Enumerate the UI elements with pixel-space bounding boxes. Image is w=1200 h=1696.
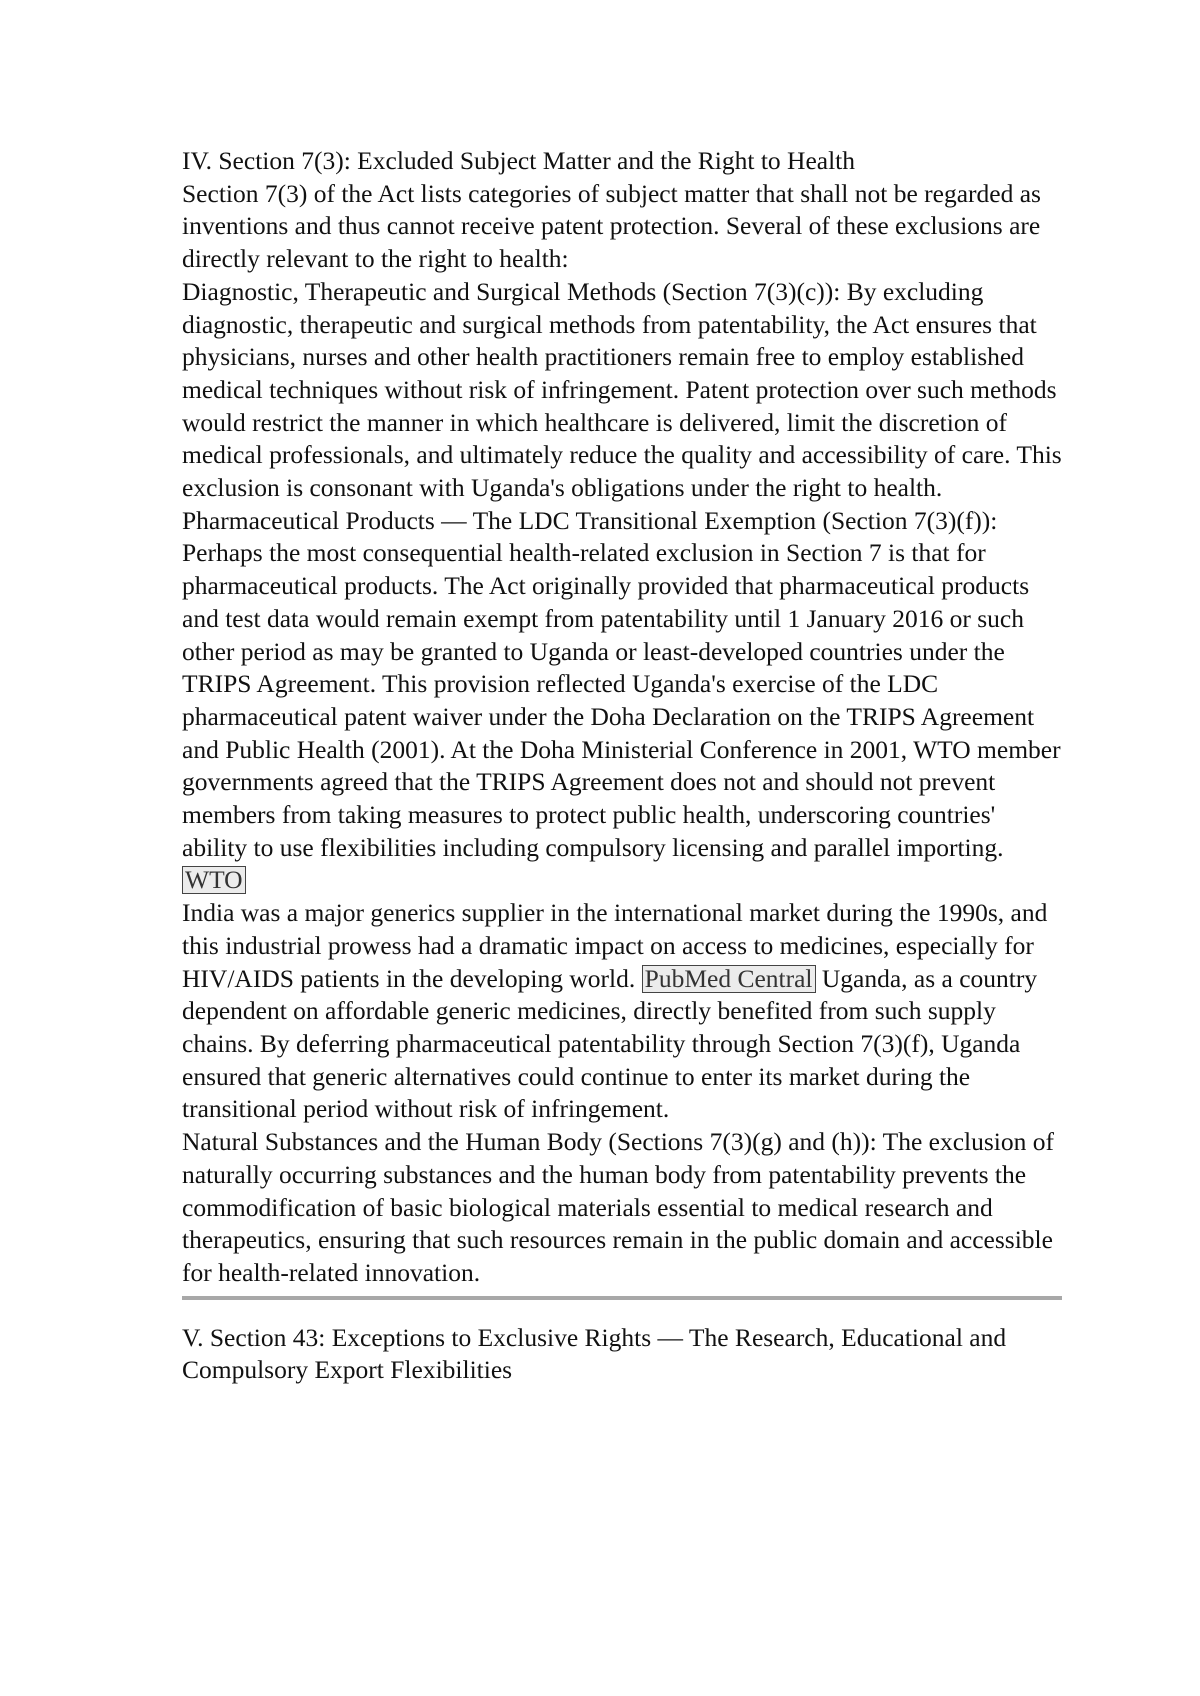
diagnostic-methods-paragraph: Diagnostic, Therapeutic and Surgical Methods (Section 7(3)(c)): By excluding diagnostic, therapeutic and surgical methods from patentability, the Act ensures that physicians, nurses and other health practitioners remain free to employ established medical techniques without risk of infringement. Patent protection over such methods would restrict the manner in which healthcare is delivered, limit the discretion of medical professionals, and ultimately reduce the quality and accessibility of care. This exclusion is consonant with Uganda's obligations under the right to health. (182, 276, 1062, 503)
india-generics-paragraph (182, 897, 1062, 1126)
section-iv-heading: IV. Section 7(3): Excluded Subject Matter and the Right to Health (182, 146, 856, 175)
wto-citation-link[interactable]: WTO (182, 866, 246, 894)
document-page (182, 145, 1062, 1387)
pharmaceutical-products-paragraph (182, 505, 1062, 897)
natural-substances-paragraph: Natural Substances and the Human Body (Sections 7(3)(g) and (h)): The exclusion of naturally occurring substances and the human body from patentability prevents the commodification of basic biological materials essential to medical research and therapeutics, ensuring that such resources remain in the public domain and accessible for health-related innovation. (182, 1127, 1054, 1287)
section-iv-intro: Section 7(3) of the Act lists categories of subject matter that shall not be regarded as inventions and thus cannot receive patent protection. Several of these exclusions are directly relevant to the right to health: (182, 178, 1041, 274)
india-generics-text: India was a major generics supplier in the international market during the 1990s, and this industrial prowess had a dramatic impact on access to medicines, especially for HIV/AIDS patients in the developing world. (182, 898, 1048, 993)
uganda-generics-text: Uganda, as a country dependent on affordable generic medicines, directly benefited from such supply chains. By deferring pharmaceutical patentability through Section 7(3)(f), Uganda ensured that generic alternatives could continue to enter its market during the transitional period without risk of infringement. (182, 963, 1038, 1124)
section-v-heading: V. Section 43: Exceptions to Exclusive Rights — The Research, Educational and Compulsory Export Flexibilities (182, 1322, 1007, 1385)
pharmaceutical-products-text: Pharmaceutical Products — The LDC Transitional Exemption (Section 7(3)(f)): Perhaps the most consequential health-related exclusion in Section 7 is that for pharmaceutical products. The Act originally provided that pharmaceutical products and test data would remain exempt from patentability until 1 January 2016 or such other period as may be granted to Uganda or least-developed countries under the TRIPS Agreement. This provision reflected Uganda's exercise of the LDC pharmaceutical patent waiver under the Doha Declaration on the TRIPS Agreement and Public Health (2001). At the Doha Ministerial Conference in 2001, WTO member governments agreed that the TRIPS Agreement does not and should not prevent members from taking measures to protect public health, underscoring countries' ability to use flexibilities including compulsory licensing and parallel importing. (182, 505, 1061, 862)
section-divider (182, 1296, 1062, 1300)
pubmed-central-citation-link[interactable]: PubMed Central (642, 965, 816, 993)
